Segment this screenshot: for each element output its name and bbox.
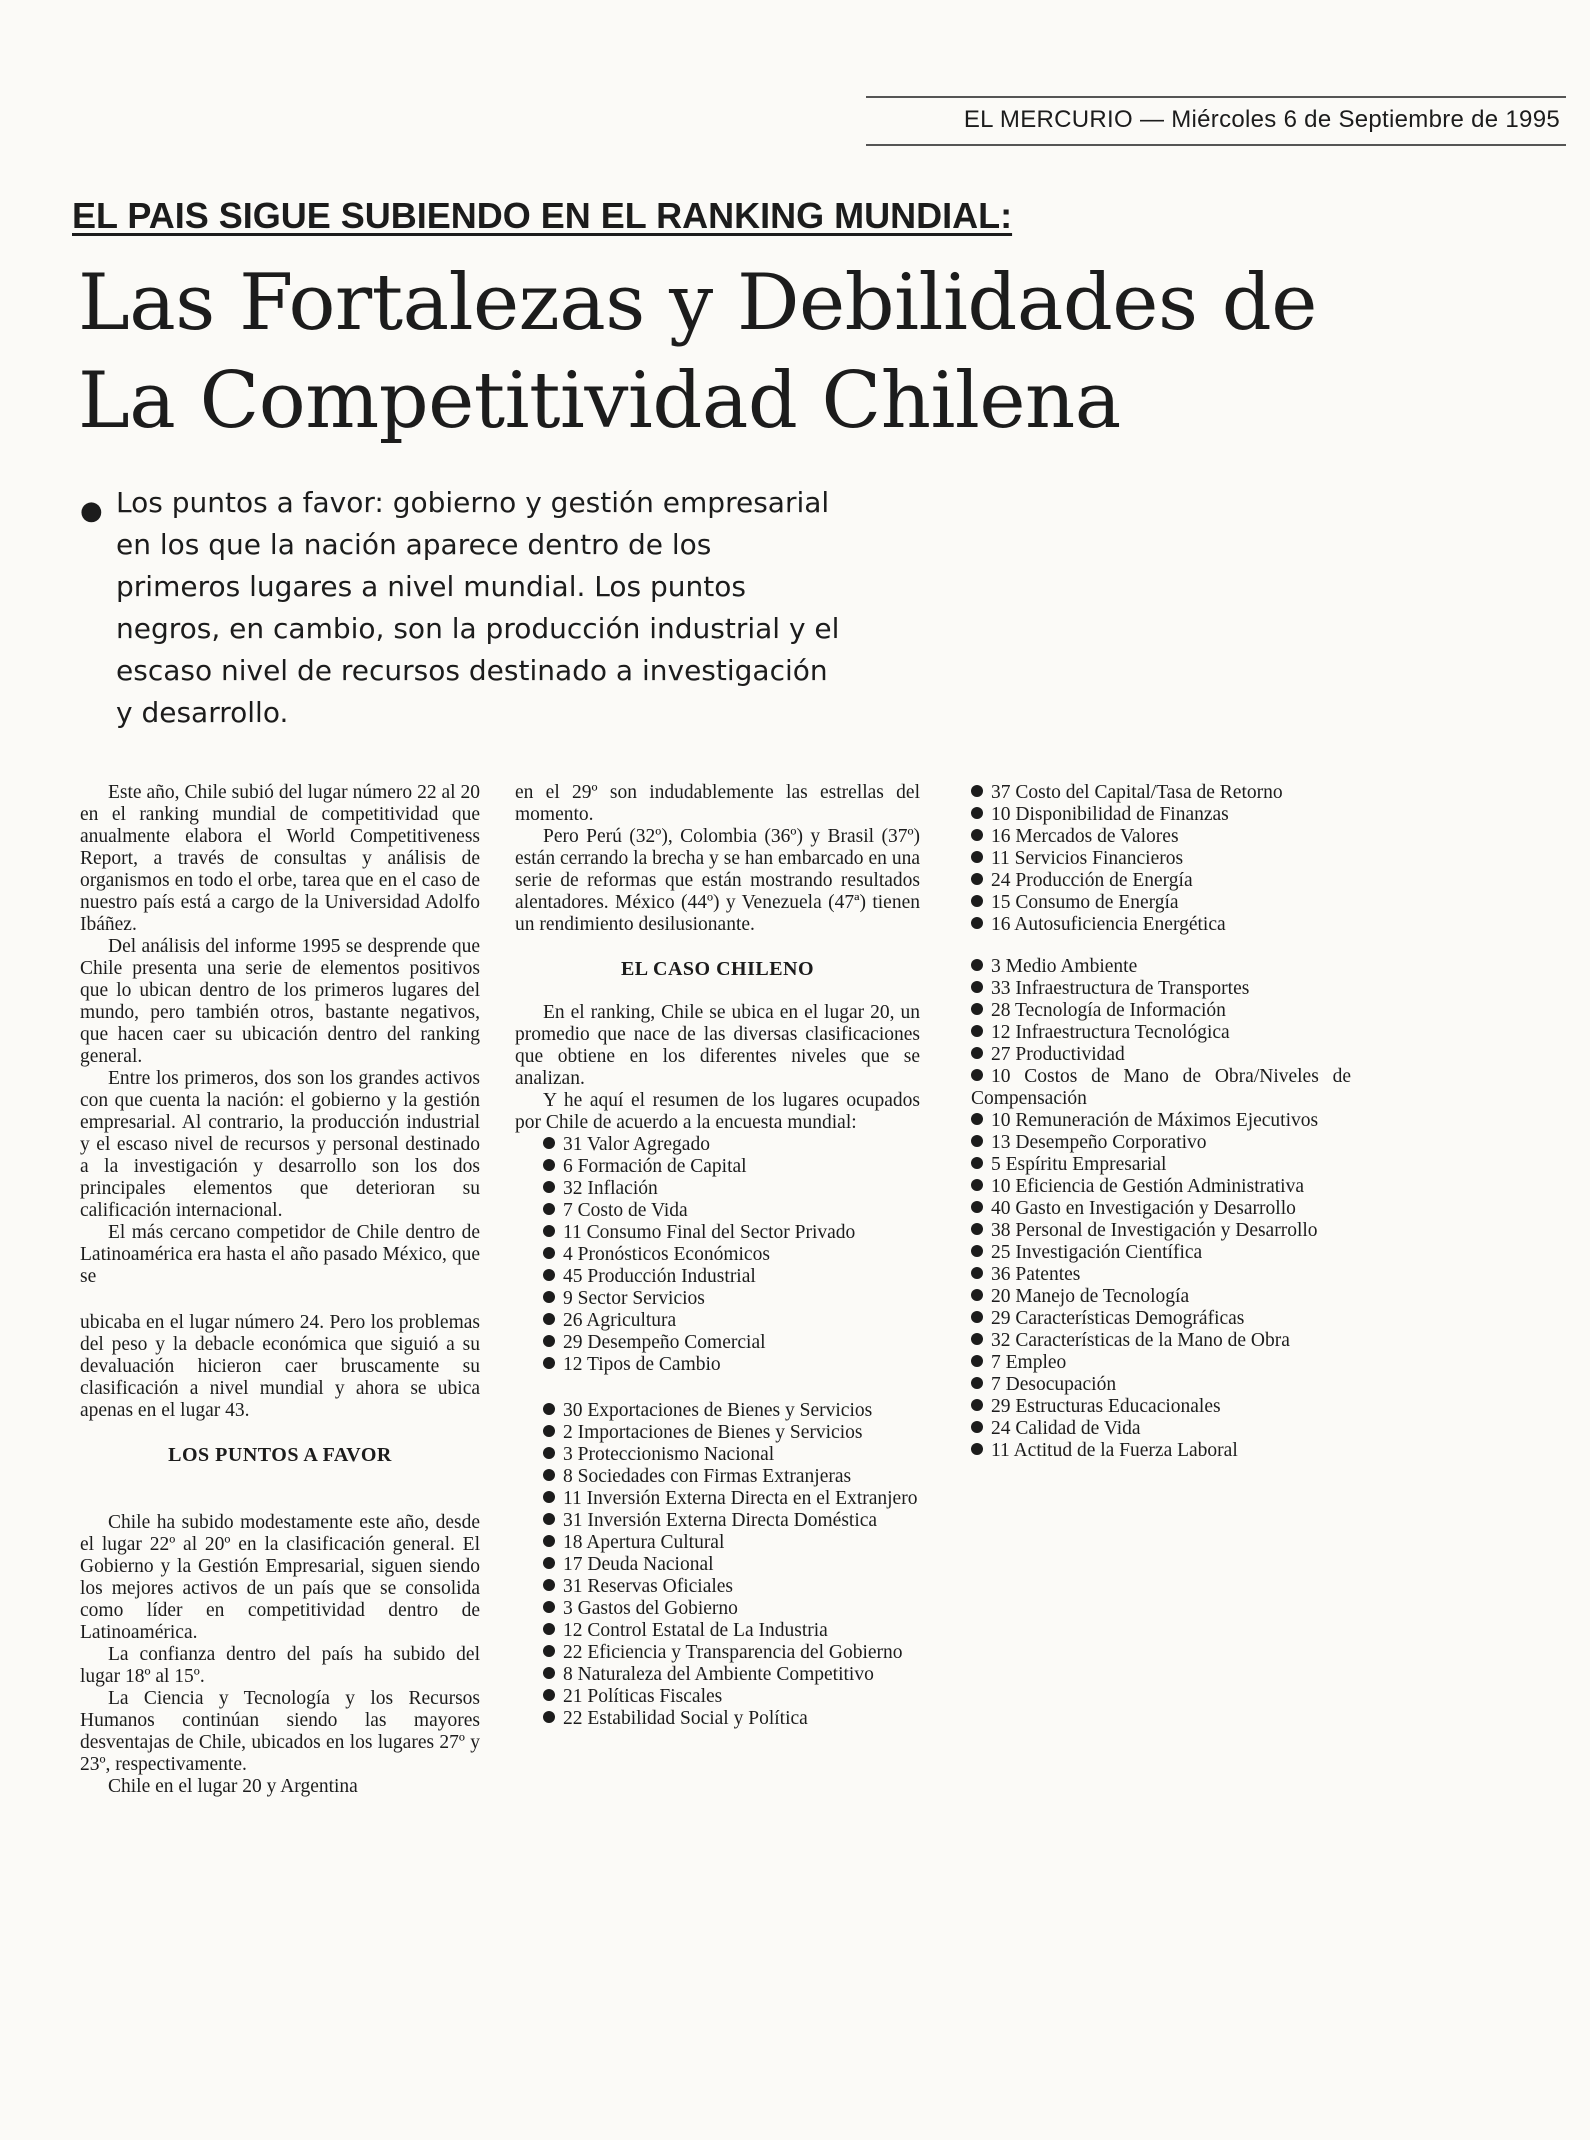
ranking-item-text: 11 Actitud de la Fuerza Laboral xyxy=(991,1440,1238,1461)
ranking-item xyxy=(515,1708,920,1730)
bullet-icon xyxy=(543,1711,555,1723)
ranking-item xyxy=(943,1308,1351,1330)
ranking-item xyxy=(515,1354,920,1376)
bullet-icon xyxy=(543,1159,555,1171)
paragraph: Este año, Chile subió del lugar número 22 al 20 en el ranking mundial de competitividad que anualmente elabora el World Competitiveness Report, a través de consultas y análisis de organismos en todo el orbe, tarea que en el caso de nuestro país está a cargo de la Universidad Adolfo Ibáñez. xyxy=(80,782,480,935)
bullet-icon xyxy=(543,1357,555,1369)
ranking-item-text: 10 Disponibilidad de Finanzas xyxy=(991,804,1229,825)
bullet-icon xyxy=(971,1245,983,1257)
bullet-icon xyxy=(971,1399,983,1411)
ranking-item xyxy=(943,1286,1351,1308)
ranking-item xyxy=(943,1022,1351,1044)
ranking-item-text: 3 Medio Ambiente xyxy=(991,956,1138,977)
bullet-icon xyxy=(543,1579,555,1591)
ranking-item xyxy=(943,956,1351,978)
ranking-item xyxy=(515,1266,920,1288)
bullet-icon xyxy=(971,917,983,929)
ranking-item xyxy=(515,1178,920,1200)
bullet-icon xyxy=(971,851,983,863)
ranking-item-text: 38 Personal de Investigación y Desarrollo xyxy=(991,1220,1318,1241)
bullet-icon xyxy=(543,1203,555,1215)
ranking-item xyxy=(515,1554,920,1576)
bullet-icon xyxy=(971,1025,983,1037)
ranking-item-text: 24 Producción de Energía xyxy=(991,870,1193,891)
ranking-item-text: 20 Manejo de Tecnología xyxy=(991,1286,1190,1307)
ranking-item xyxy=(515,1510,920,1532)
ranking-item xyxy=(515,1222,920,1244)
headline-line-1: Las Fortalezas y Debilidades de xyxy=(78,258,1317,348)
paragraph: ubicaba en el lugar número 24. Pero los problemas del peso y la debacle económica que siguió a su devaluación hicieron caer bruscamente su clasificación a nivel mundial y ahora se ubica apenas en el lugar 43. xyxy=(80,1312,480,1421)
ranking-list xyxy=(515,1134,920,1376)
masthead-bottom-rule xyxy=(866,144,1566,146)
ranking-item-text: 8 Naturaleza del Ambiente Competitivo xyxy=(563,1664,874,1685)
ranking-item-text: 29 Estructuras Educacionales xyxy=(991,1396,1221,1417)
bullet-icon xyxy=(971,1421,983,1433)
ranking-item xyxy=(515,1598,920,1620)
ranking-item xyxy=(943,1066,1351,1110)
bullet-icon xyxy=(543,1667,555,1679)
ranking-item-text: 4 Pronósticos Económicos xyxy=(563,1244,770,1265)
ranking-item-text: 32 Inflación xyxy=(563,1178,658,1199)
ranking-item xyxy=(515,1288,920,1310)
ranking-item-text: 3 Proteccionismo Nacional xyxy=(563,1444,775,1465)
ranking-item-text: 30 Exportaciones de Bienes y Servicios xyxy=(563,1400,873,1421)
bullet-icon xyxy=(543,1469,555,1481)
ranking-item xyxy=(943,1154,1351,1176)
ranking-item xyxy=(943,804,1351,826)
ranking-item xyxy=(515,1686,920,1708)
bullet-icon xyxy=(543,1269,555,1281)
bullet-icon xyxy=(543,1601,555,1613)
column-gap xyxy=(515,1376,920,1400)
bullet-icon xyxy=(543,1513,555,1525)
ranking-item-text: 15 Consumo de Energía xyxy=(991,892,1179,913)
ranking-item-text: 28 Tecnología de Información xyxy=(991,1000,1226,1021)
ranking-item-text: 10 Eficiencia de Gestión Administrativa xyxy=(991,1176,1304,1197)
paragraph: La confianza dentro del país ha subido del lugar 18º al 15º. xyxy=(80,1644,480,1687)
ranking-item xyxy=(515,1156,920,1178)
deck-text: Los puntos a favor: gobierno y gestión empresarial en los que la nación aparece dentro de los primeros lugares a nivel mundial. Los puntos negros, en cambio, son la producción industrial y el escaso nivel de recursos destinado a investigación y desarrollo. xyxy=(116,486,840,729)
ranking-item-text: 27 Productividad xyxy=(991,1044,1125,1065)
ranking-item-text: 31 Valor Agregado xyxy=(563,1134,710,1155)
ranking-item-text: 16 Mercados de Valores xyxy=(991,826,1179,847)
ranking-item xyxy=(515,1134,920,1156)
bullet-icon xyxy=(971,1201,983,1213)
ranking-item xyxy=(943,892,1351,914)
ranking-item-text: 29 Características Demográficas xyxy=(991,1308,1245,1329)
headline xyxy=(78,254,1378,450)
headline-line-2: La Competitividad Chilena xyxy=(78,356,1121,446)
bullet-icon xyxy=(543,1645,555,1657)
paragraph: en el 29º son indudablemente las estrellas del momento. xyxy=(515,782,920,825)
column-2 xyxy=(515,782,920,1730)
ranking-item-text: 26 Agricultura xyxy=(563,1310,677,1331)
ranking-item-text: 11 Inversión Externa Directa en el Extranjero xyxy=(563,1488,918,1509)
ranking-item-text: 12 Control Estatal de La Industria xyxy=(563,1620,828,1641)
ranking-item-text: 37 Costo del Capital/Tasa de Retorno xyxy=(991,782,1283,803)
ranking-item xyxy=(943,1330,1351,1352)
paragraph: La Ciencia y Tecnología y los Recursos Humanos continúan siendo las mayores desventajas de Chile, ubicados en los lugares 27º y 23º, respectivamente. xyxy=(80,1688,480,1775)
paragraph: En el ranking, Chile se ubica en el lugar 20, un promedio que nace de las diversas clasificaciones que obtiene en los diferentes niveles que se analizan. xyxy=(515,1002,920,1089)
paragraph: Chile en el lugar 20 y Argentina xyxy=(108,1776,358,1797)
bullet-icon xyxy=(971,829,983,841)
bullet-icon xyxy=(971,873,983,885)
ranking-item xyxy=(943,1440,1351,1462)
ranking-list xyxy=(943,956,1351,1462)
ranking-item xyxy=(943,1242,1351,1264)
ranking-item xyxy=(515,1488,920,1510)
ranking-item-text: 18 Apertura Cultural xyxy=(563,1532,725,1553)
ranking-item xyxy=(515,1422,920,1444)
ranking-item xyxy=(515,1444,920,1466)
column-gap xyxy=(80,1288,480,1312)
ranking-item xyxy=(943,1374,1351,1396)
ranking-item-text: 21 Políticas Fiscales xyxy=(563,1686,723,1707)
ranking-item-text: 13 Desempeño Corporativo xyxy=(991,1132,1207,1153)
ranking-item xyxy=(943,1176,1351,1198)
paragraph: Del análisis del informe 1995 se desprende que Chile presenta una serie de elementos positivos que lo ubican dentro de los primeros lugares del mundo, pero también otros, bastante negativos, que hacen caer su ubicación dentro del ranking general. xyxy=(80,936,480,1067)
ranking-item-text: 40 Gasto en Investigación y Desarrollo xyxy=(991,1198,1296,1219)
bullet-icon xyxy=(543,1623,555,1635)
bullet-icon xyxy=(971,1069,983,1081)
bullet-icon xyxy=(971,1355,983,1367)
paragraph: Pero Perú (32º), Colombia (36º) y Brasil (37º) están cerrando la brecha y se han embarcado en una serie de reformas que están mostrando resultados alentadores. México (44º) y Venezuela (47ª) tienen un rendimiento desilusionante. xyxy=(515,826,920,935)
bullet-icon xyxy=(971,1223,983,1235)
column-3 xyxy=(943,782,1351,1462)
ranking-item-text: 36 Patentes xyxy=(991,1264,1081,1285)
bullet-icon xyxy=(971,1003,983,1015)
bullet-icon xyxy=(543,1447,555,1459)
bullet-icon xyxy=(971,1311,983,1323)
ranking-item-text: 33 Infraestructura de Transportes xyxy=(991,978,1250,999)
bullet-icon xyxy=(971,807,983,819)
ranking-item xyxy=(943,1000,1351,1022)
ranking-item xyxy=(943,1352,1351,1374)
ranking-item xyxy=(943,1418,1351,1440)
ranking-item xyxy=(515,1200,920,1222)
ranking-item-text: 10 Remuneración de Máximos Ejecutivos xyxy=(991,1110,1319,1131)
paragraph: Entre los primeros, dos son los grandes activos con que cuenta la nación: el gobierno y la gestión empresarial. Al contrario, la producción industrial y el escaso nivel de recursos y personal destinado a la investigación y desarrollo son los dos principales elementos que deterioran su calificación internacional. xyxy=(80,1068,480,1221)
ranking-item xyxy=(943,1044,1351,1066)
bullet-icon xyxy=(971,1289,983,1301)
ranking-item-text: 5 Espíritu Empresarial xyxy=(991,1154,1167,1175)
bullet-icon xyxy=(971,981,983,993)
ranking-item xyxy=(515,1466,920,1488)
ranking-item xyxy=(515,1664,920,1686)
ranking-item xyxy=(515,1244,920,1266)
column-1 xyxy=(80,782,480,1798)
ranking-item xyxy=(943,848,1351,870)
ranking-item-text: 10 Costos de Mano de Obra/Niveles de Compensación xyxy=(971,1066,1351,1109)
column-gap xyxy=(943,936,1351,956)
ranking-item-text: 3 Gastos del Gobierno xyxy=(563,1598,738,1619)
bullet-icon xyxy=(971,1135,983,1147)
bullet-icon xyxy=(543,1425,555,1437)
ranking-item xyxy=(515,1620,920,1642)
bullet-icon xyxy=(971,1377,983,1389)
deck xyxy=(80,482,840,734)
ranking-item xyxy=(943,1198,1351,1220)
ranking-item xyxy=(943,782,1351,804)
ranking-item xyxy=(515,1400,920,1422)
bullet-icon xyxy=(971,1333,983,1345)
bullet-icon xyxy=(971,785,983,797)
bullet-icon xyxy=(543,1247,555,1259)
ranking-item xyxy=(943,1110,1351,1132)
ranking-item-text: 45 Producción Industrial xyxy=(563,1266,756,1287)
ranking-item xyxy=(515,1310,920,1332)
paragraph: Chile ha subido modestamente este año, desde el lugar 22º al 20º en la clasificación general. El Gobierno y la Gestión Empresarial, siguen siendo los mejores activos de un país que se consolida como líder en competitividad dentro de Latinoamérica. xyxy=(80,1512,480,1643)
bullet-icon xyxy=(971,895,983,907)
bullet-icon xyxy=(543,1137,555,1149)
bullet-icon xyxy=(543,1535,555,1547)
bullet-icon xyxy=(543,1313,555,1325)
ranking-item xyxy=(515,1642,920,1664)
section-heading: LOS PUNTOS A FAVOR xyxy=(168,1444,392,1466)
ranking-item-text: 7 Costo de Vida xyxy=(563,1200,688,1221)
bullet-icon xyxy=(971,1047,983,1059)
masthead xyxy=(866,96,1566,146)
ranking-item xyxy=(515,1332,920,1354)
ranking-item xyxy=(943,1396,1351,1418)
ranking-item-text: 17 Deuda Nacional xyxy=(563,1554,714,1575)
section-heading: EL CASO CHILENO xyxy=(620,958,815,980)
bullet-icon xyxy=(543,1335,555,1347)
paragraph: Y he aquí el resumen de los lugares ocupados por Chile de acuerdo a la encuesta mundial: xyxy=(515,1090,920,1133)
ranking-list xyxy=(943,782,1351,936)
bullet-icon xyxy=(971,1267,983,1279)
ranking-item-text: 9 Sector Servicios xyxy=(563,1288,705,1309)
ranking-item-text: 8 Sociedades con Firmas Extranjeras xyxy=(563,1466,852,1487)
ranking-item xyxy=(943,914,1351,936)
bullet-icon xyxy=(543,1181,555,1193)
ranking-item xyxy=(943,1132,1351,1154)
bullet-icon xyxy=(543,1557,555,1569)
ranking-item-text: 31 Reservas Oficiales xyxy=(563,1576,734,1597)
ranking-item-text: 11 Servicios Financieros xyxy=(991,848,1184,869)
ranking-list xyxy=(515,1400,920,1730)
bullet-icon xyxy=(971,1179,983,1191)
bullet-icon xyxy=(543,1689,555,1701)
ranking-item xyxy=(943,826,1351,848)
bullet-icon xyxy=(971,1113,983,1125)
ranking-item xyxy=(943,978,1351,1000)
ranking-item-text: 22 Estabilidad Social y Política xyxy=(563,1708,808,1729)
ranking-item-text: 12 Tipos de Cambio xyxy=(563,1354,721,1375)
bullet-icon: ● xyxy=(80,496,103,526)
ranking-item-text: 24 Calidad de Vida xyxy=(991,1418,1141,1439)
ranking-item-text: 2 Importaciones de Bienes y Servicios xyxy=(563,1422,863,1443)
ranking-item-text: 25 Investigación Científica xyxy=(991,1242,1203,1263)
bullet-icon xyxy=(971,959,983,971)
bullet-icon xyxy=(971,1157,983,1169)
bullet-icon xyxy=(543,1291,555,1303)
ranking-item-text: 6 Formación de Capital xyxy=(563,1156,747,1177)
ranking-item xyxy=(943,1220,1351,1242)
ranking-item-text: 32 Características de la Mano de Obra xyxy=(991,1330,1290,1351)
ranking-item xyxy=(515,1532,920,1554)
paragraph: El más cercano competidor de Chile dentro de Latinoamérica era hasta el año pasado México, que se xyxy=(80,1222,480,1287)
ranking-item-text: 16 Autosuficiencia Energética xyxy=(991,914,1226,935)
ranking-item-text: 7 Desocupación xyxy=(991,1374,1117,1395)
column-gap xyxy=(80,1488,480,1512)
ranking-item-text: 12 Infraestructura Tecnológica xyxy=(991,1022,1230,1043)
bullet-icon xyxy=(971,1443,983,1455)
ranking-item-text: 7 Empleo xyxy=(991,1352,1067,1373)
masthead-text: EL MERCURIO — Miércoles 6 de Septiembre de 1995 xyxy=(963,106,1560,133)
bullet-icon xyxy=(543,1491,555,1503)
ranking-item xyxy=(515,1576,920,1598)
ranking-item xyxy=(943,870,1351,892)
bullet-icon xyxy=(543,1403,555,1415)
ranking-item-text: 29 Desempeño Comercial xyxy=(563,1332,766,1353)
bullet-icon xyxy=(543,1225,555,1237)
ranking-item-text: 22 Eficiencia y Transparencia del Gobierno xyxy=(563,1642,903,1663)
ranking-item-text: 11 Consumo Final del Sector Privado xyxy=(563,1222,856,1243)
ranking-item-text: 31 Inversión Externa Directa Doméstica xyxy=(563,1510,878,1531)
kicker: EL PAIS SIGUE SUBIENDO EN EL RANKING MUNDIAL: xyxy=(72,195,1013,236)
ranking-item xyxy=(943,1264,1351,1286)
